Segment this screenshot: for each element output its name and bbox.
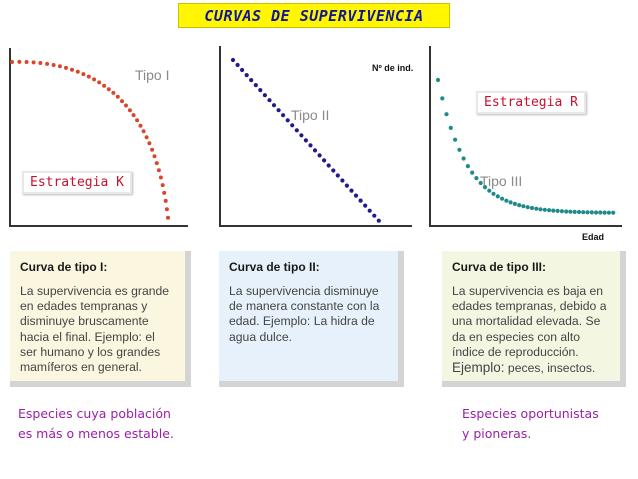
curve-dot — [517, 203, 521, 207]
curve-dot — [159, 176, 163, 180]
curve-dot — [92, 77, 96, 81]
curve-dot — [556, 209, 560, 213]
curve-dot — [470, 171, 474, 175]
info-box-type2-text: La supervivencia disminuye de manera constante con la edad. Ejemplo: La hidra de agua dulce. — [229, 284, 380, 344]
curve-dot — [76, 70, 80, 74]
curve-dot — [164, 199, 168, 203]
curve-dot — [132, 113, 136, 117]
curve-dot — [603, 211, 607, 215]
curve-dot — [150, 148, 154, 152]
curve-dot — [120, 99, 124, 103]
info-box-type3 — [442, 251, 626, 387]
curve-dot — [322, 158, 326, 162]
curve-dot — [568, 210, 572, 214]
curve-dot — [581, 210, 585, 214]
strategy-r-label: Estrategia R — [476, 91, 586, 114]
curve-dot — [249, 78, 253, 82]
curve-dot — [64, 66, 68, 70]
curve-dot — [157, 168, 161, 172]
curve-dot — [349, 189, 353, 193]
curve-dot — [245, 73, 249, 77]
curve-dot — [444, 112, 448, 116]
curve-dot — [607, 211, 611, 215]
curve-dot — [598, 210, 602, 214]
curve-dot — [162, 191, 166, 195]
curve-dot — [45, 62, 49, 66]
curve-dot — [281, 113, 285, 117]
curve-dot — [363, 204, 367, 208]
curve-dot — [534, 207, 538, 211]
note-r-strategy: Especies oportunistas y pioneras. — [462, 406, 599, 441]
info-box-type1-heading: Curva de tipo I: — [20, 260, 108, 274]
curve-dot — [462, 156, 466, 160]
curve-dot — [331, 168, 335, 172]
curve-dot — [308, 143, 312, 147]
curve-dot — [509, 200, 513, 204]
curve-dot — [436, 78, 440, 82]
curve-dot — [147, 141, 151, 145]
curve-dot — [240, 68, 244, 72]
curve-dot — [145, 135, 149, 139]
curve-dot — [504, 199, 508, 203]
curve-dot — [295, 128, 299, 132]
curve-dot — [474, 176, 478, 180]
curve-dot — [111, 91, 115, 95]
curve-dot — [290, 123, 294, 127]
curve-dot — [500, 197, 504, 201]
info-box-type3-example-label: Ejemplo: — [452, 360, 505, 376]
curve-dot — [70, 68, 74, 72]
curve-dot — [286, 118, 290, 122]
curve-dot — [142, 129, 146, 133]
curve-dot — [231, 58, 235, 62]
curve-dot — [263, 93, 267, 97]
curve-dot — [139, 124, 143, 128]
curve-dot — [372, 214, 376, 218]
curve-dot — [496, 194, 500, 198]
info-box-type3-example-text: peces, insectos. — [504, 361, 596, 376]
curve-type1 — [10, 60, 170, 220]
curve-dot — [573, 210, 577, 214]
curve-dot — [345, 184, 349, 188]
page-title: CURVAS DE SUPERVIVENCIA — [204, 6, 424, 25]
info-box-type3-heading: Curva de tipo III: — [452, 260, 547, 274]
curve-dot — [165, 207, 169, 211]
curve-label-type3: Tipo III — [480, 173, 523, 189]
curve-dot — [440, 96, 444, 100]
curve-dot — [564, 209, 568, 213]
curve-dot — [236, 63, 240, 67]
curve-dot — [272, 103, 276, 107]
curve-dot — [577, 210, 581, 214]
x-axis-label: Edad — [582, 232, 605, 242]
curve-dot — [318, 153, 322, 157]
curve-dot — [161, 183, 165, 187]
panel-type2-axes — [220, 46, 412, 226]
curve-dot — [107, 87, 111, 91]
curve-dot — [87, 75, 91, 79]
curve-dot — [354, 194, 358, 198]
curve-dot — [313, 148, 317, 152]
curve-dot — [38, 61, 42, 65]
curve-dot — [340, 178, 344, 182]
curve-dot — [543, 208, 547, 212]
curve-dot — [521, 204, 525, 208]
curve-dot — [491, 192, 495, 196]
curve-dot — [128, 108, 132, 112]
info-box-type3-text: La supervivencia es baja en edades tempranas, debido a una mortalidad elevada. Se da en especies con alto índice de reproducción. — [452, 284, 607, 359]
curve-dot — [336, 173, 340, 177]
curve-dot — [10, 60, 14, 64]
curve-dot — [81, 72, 85, 76]
curve-dot — [457, 148, 461, 152]
curve-dot — [135, 118, 139, 122]
curve-dot — [116, 95, 120, 99]
y-axis-label: Nº de ind. — [372, 63, 414, 73]
curve-dot — [17, 60, 21, 64]
panel-type3-axes — [430, 46, 622, 226]
curve-dot — [538, 207, 542, 211]
curve-dot — [466, 164, 470, 168]
note-k-strategy: Especies cuya población es más o menos estable. — [18, 406, 174, 441]
curve-dot — [359, 199, 363, 203]
curve-dot — [267, 98, 271, 102]
curve-dot — [530, 206, 534, 210]
curve-dot — [155, 161, 159, 165]
strategy-k-label: Estrategia K — [22, 171, 132, 194]
curve-dot — [258, 88, 262, 92]
curve-dot — [58, 64, 62, 68]
info-box-type2-heading: Curva de tipo II: — [229, 260, 320, 274]
curve-dot — [611, 211, 615, 215]
info-box-type1 — [10, 251, 191, 387]
curve-dot — [585, 210, 589, 214]
info-box-type1-text: La supervivencia es grande en edades tempranas y disminuye bruscamente hacia el final. Ejemplo: el ser humano y los grandes mamíferos en general. — [20, 284, 170, 375]
curve-dot — [487, 189, 491, 193]
curve-dot — [97, 80, 101, 84]
curve-label-type2: Tipo II — [291, 107, 330, 123]
curve-dot — [153, 154, 157, 158]
curve-dot — [277, 108, 281, 112]
curve-dot — [368, 209, 372, 213]
curve-dot — [547, 208, 551, 212]
info-box-type2 — [219, 251, 404, 387]
curve-dot — [513, 202, 517, 206]
curve-dot — [124, 104, 128, 108]
curve-dot — [551, 209, 555, 213]
curve-dot — [304, 138, 308, 142]
curve-dot — [102, 84, 106, 88]
curve-dot — [590, 210, 594, 214]
curve-dot — [25, 60, 29, 64]
curve-dot — [327, 163, 331, 167]
curve-dot — [453, 138, 457, 142]
curve-dot — [299, 133, 303, 137]
curve-dot — [560, 209, 564, 213]
curve-dot — [32, 60, 36, 64]
curve-dot — [449, 126, 453, 130]
curve-dot — [377, 219, 381, 223]
curve-dot — [254, 83, 258, 87]
curve-type2 — [231, 58, 381, 223]
curve-label-type1: Tipo I — [135, 67, 170, 83]
curve-dot — [52, 63, 56, 67]
curve-dot — [166, 216, 170, 220]
curve-dot — [526, 205, 530, 209]
curve-dot — [594, 210, 598, 214]
